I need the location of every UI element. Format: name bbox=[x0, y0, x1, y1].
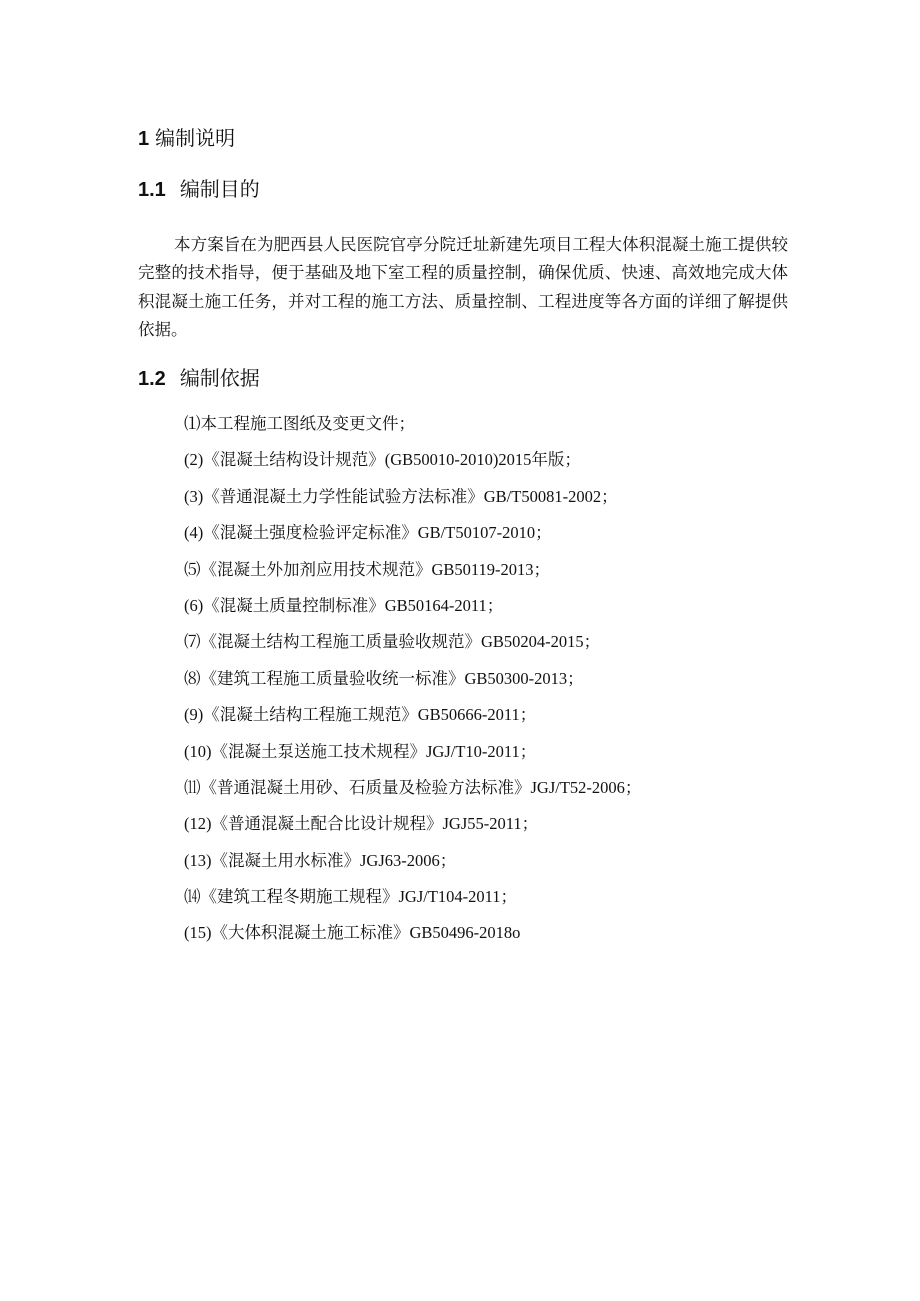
reference-list bbox=[184, 410, 641, 956]
reference-item: (9)《混凝土结构工程施工规范》GB50666-2011； bbox=[184, 705, 537, 725]
reference-item: (4)《混凝土强度检验评定标准》GB/T50107-2010； bbox=[184, 523, 552, 543]
reference-item: (6)《混凝土质量控制标准》GB50164-2011； bbox=[184, 595, 504, 615]
reference-item: ⑸《混凝土外加剂应用技术规范》GB50119-2013； bbox=[184, 559, 551, 579]
reference-item: (3)《普通混凝土力学性能试验方法标准》GB/T50081-2002； bbox=[184, 486, 618, 506]
purpose-paragraph: 本方案旨在为肥西县人民医院官亭分院迁址新建先项目工程大体积混凝土施工提供较完整的技术指导，便于基础及地下室工程的质量控制，确保优质、快速、高效地完成大体积混凝土施工任务，并对工程的施工方法、质量控制、工程进度等各方面的详细了解提供依据。 bbox=[138, 234, 788, 339]
reference-item: ⑺《混凝土结构工程施工质量验收规范》GB50204-2015； bbox=[184, 632, 601, 652]
reference-item: ⑴本工程施工图纸及变更文件； bbox=[184, 414, 415, 433]
reference-item: (15)《大体积混凝土施工标准》GB50496-2018o bbox=[184, 923, 521, 943]
section-heading-1-2 bbox=[138, 366, 260, 391]
section-number: 1.2 bbox=[138, 368, 166, 390]
section-title: 编制目的 bbox=[179, 177, 260, 201]
reference-item: (10)《混凝土泵送施工技术规程》JGJ/T10-2011； bbox=[184, 741, 537, 761]
section-number: 1 bbox=[138, 128, 150, 150]
reference-item: (12)《普通混凝土配合比设计规程》JGJ55-2011； bbox=[184, 814, 539, 834]
section-title: 编制说明 bbox=[155, 126, 236, 150]
reference-item: ⒁《建筑工程冬期施工规程》JGJ/T104-2011； bbox=[184, 887, 518, 907]
reference-item: (2)《混凝土结构设计规范》(GB50010-2010)2015年版； bbox=[184, 450, 581, 470]
section-number: 1.1 bbox=[138, 179, 166, 201]
section-title: 编制依据 bbox=[179, 366, 260, 390]
reference-item: (13)《混凝土用水标准》JGJ63-2006； bbox=[184, 850, 457, 870]
reference-item: ⑻《建筑工程施工质量验收统一标准》GB50300-2013； bbox=[184, 668, 584, 688]
section-heading-1 bbox=[138, 126, 235, 151]
section-heading-1-1 bbox=[138, 177, 260, 202]
reference-item: ⑾《普通混凝土用砂、石质量及检验方法标准》JGJ/T52-2006； bbox=[184, 777, 642, 797]
